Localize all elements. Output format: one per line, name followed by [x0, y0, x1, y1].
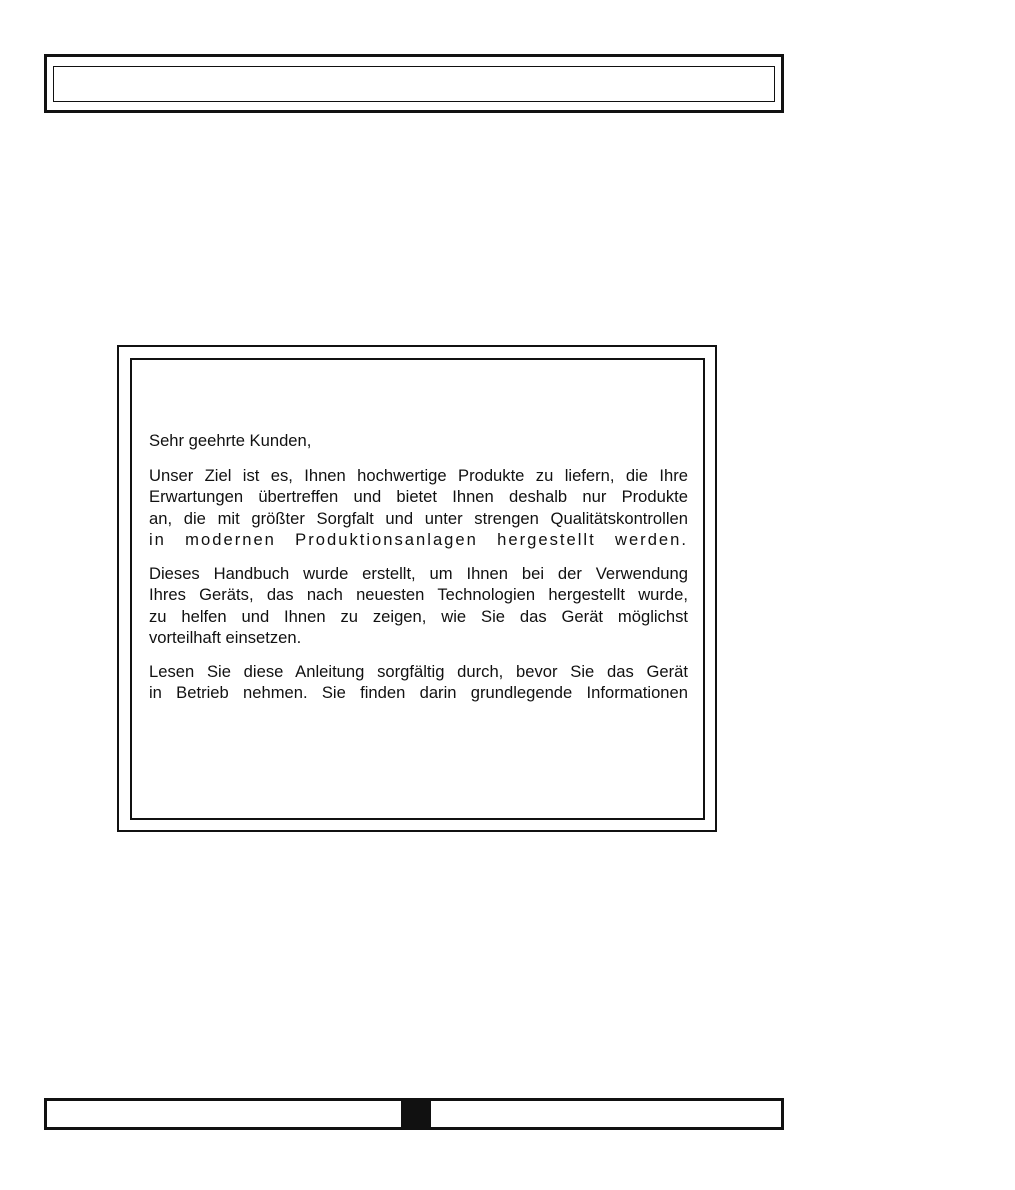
paragraph-2-line-2: Ihres Geräts, das nach neuesten Technologien hergestellt wurde,: [149, 585, 688, 604]
letter-body: [149, 430, 688, 716]
paragraph-1-line-4: in modernen Produktionsanlagen hergestellt werden.: [149, 530, 688, 549]
paragraph-1-line-3: an, die mit größter Sorgfalt und unter strengen Qualitätskontrollen: [149, 508, 688, 528]
paragraph-2-line-1: Dieses Handbuch wurde erstellt, um Ihnen bei der Verwendung: [149, 563, 688, 583]
footer-bar: [44, 1098, 784, 1130]
letter-frame: [117, 345, 717, 832]
letter-paragraph-1: [149, 465, 688, 551]
letter-paragraph-2: [149, 563, 688, 649]
header-inner-frame: [53, 66, 775, 102]
footer-center-block: [401, 1098, 431, 1130]
paragraph-3-line-1: Lesen Sie diese Anleitung sorgfältig durch, bevor Sie das Gerät: [149, 661, 688, 681]
paragraph-1-line-1: Unser Ziel ist es, Ihnen hochwertige Produkte zu liefern, die Ihre: [149, 465, 688, 485]
letter-greeting: Sehr geehrte Kunden,: [149, 431, 312, 450]
paragraph-2-line-4: vorteilhaft einsetzen.: [149, 628, 302, 647]
letter-inner-frame: [130, 358, 705, 820]
header-frame: [44, 54, 784, 113]
paragraph-2-line-3: zu helfen und Ihnen zu zeigen, wie Sie das Gerät möglichst: [149, 606, 688, 626]
paragraph-3-line-2: in Betrieb nehmen. Sie finden darin grundlegende Informationen: [149, 683, 688, 702]
paragraph-1-line-2: Erwartungen übertreffen und bietet Ihnen deshalb nur Produkte: [149, 487, 688, 506]
letter-paragraph-3: [149, 661, 688, 704]
